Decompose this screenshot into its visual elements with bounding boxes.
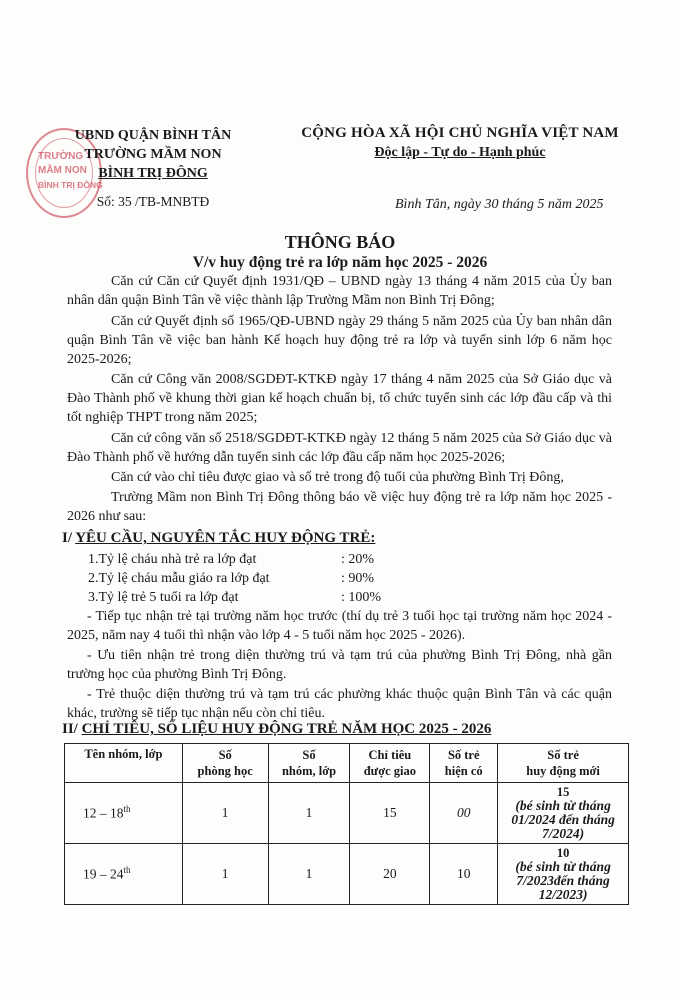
paragraph-text: Căn cứ Căn cứ Quyết định 1931/QĐ – UBND ngày 13 tháng 4 năm 2015 của Ủy ban nhân dân quận Bình Tân về việc thành lập Trường Mầm non Bình Trị Đông;: [67, 274, 612, 308]
table-header-row: [65, 744, 629, 783]
paragraph: [67, 370, 612, 427]
header-text: huy động mới: [526, 764, 600, 778]
document-subject: V/v huy động trẻ ra lớp năm học 2025 - 2026: [192, 254, 488, 271]
cell-rooms: 1: [182, 783, 268, 844]
cell-new-note: (bé sinh từ tháng 7/2023đến tháng 12/2023): [515, 859, 611, 902]
paragraph: [67, 312, 612, 369]
country-name: CỘNG HÒA XÃ HỘI CHỦ NGHĨA VIỆT NAM: [301, 125, 619, 141]
bullet-item: [67, 646, 612, 684]
paragraph: [67, 272, 612, 310]
bullet-item: [67, 685, 612, 723]
paragraph-text: Căn cứ Công văn 2008/SGDĐT-KTKĐ ngày 17 tháng 4 năm 2025 của Sở Giáo dục và Đào Thành phố về khung thời gian kế hoạch chuẩn bị, tổ chức tuyển sinh các lớp đầu cấp và thi tốt nghiệp THPT trong năm 2025;: [67, 372, 612, 425]
cell-current: 10: [430, 844, 498, 905]
cell-rooms: 1: [182, 844, 268, 905]
cell-quota: 20: [350, 844, 430, 905]
enrollment-quota-table: [64, 743, 629, 905]
bullet-text: - Tiếp tục nhận trẻ tại trường năm học trước (thí dụ trẻ 3 tuổi học tại trường năm học 2024 - 2025, năm nay 4 tuổi thì nhận vào lớp 4 - 5 tuổi năm học 2025 - 2026).: [67, 609, 612, 643]
header-rooms: [182, 744, 268, 783]
header-new: [498, 744, 629, 783]
paragraph: [67, 488, 612, 526]
paragraph: [67, 429, 612, 467]
header-current: [430, 744, 498, 783]
stamp-line: TRƯỜNG: [38, 151, 84, 162]
document-number: Số: 35 /TB-MNBTĐ: [96, 194, 210, 209]
cell-text: 19 – 24: [83, 866, 124, 882]
header-text: hiện có: [444, 764, 483, 778]
issue-date: Bình Tân, ngày 30 tháng 5 năm 2025: [395, 197, 604, 212]
issuer-school-line1: TRƯỜNG MẦM NON: [84, 147, 222, 162]
paragraph-text: Căn cứ vào chỉ tiêu được giao và số trẻ trong độ tuổi của phường Bình Trị Đông,: [111, 470, 564, 485]
cell-group: [65, 844, 183, 905]
cell-group: [65, 783, 183, 844]
header-text: phòng học: [197, 764, 253, 778]
cell-new: [498, 844, 629, 905]
rate-value: : 20%: [341, 552, 375, 567]
cell-classes: 1: [268, 844, 350, 905]
paragraph-text: Trường Mầm non Bình Trị Đông thông báo về việc huy động trẻ ra lớp năm học 2025 - 2026 như sau:: [67, 490, 612, 524]
section-heading-2: [62, 721, 491, 738]
header-group-name: [65, 744, 183, 783]
cell-classes: 1: [268, 783, 350, 844]
bullet-text: - Ưu tiên nhận trẻ trong diện thường trú và tạm trú của phường Bình Trị Đông, nhà gần trường học của phường Bình Trị Đông.: [67, 648, 612, 682]
section-title: CHỈ TIÊU, SỐ LIỆU HUY ĐỘNG TRẺ NĂM HỌC 2025 - 2026: [81, 721, 492, 737]
header-text: Số trẻ: [547, 748, 579, 762]
paragraph-text: Căn cứ công văn số 2518/SGDĐT-KTKĐ ngày 12 tháng 5 năm 2025 của Sở Giáo dục và Đào Thành phố về hướng dẫn tuyển sinh các lớp đầu cấp năm học 2025-2026;: [67, 431, 612, 465]
header-classes: [268, 744, 350, 783]
section-number: I/: [62, 530, 76, 546]
bullet-text: - Trẻ thuộc diện thường trú và tạm trú các phường khác thuộc quận Bình Tân và các quận khác, trường sẽ tiếp tục nhận nếu còn chỉ tiêu.: [67, 687, 612, 721]
rate-label: 2.Tỷ lệ cháu mẫu giáo ra lớp đạt: [88, 571, 270, 586]
header-text: Số trẻ: [447, 748, 480, 762]
rate-value: : 100%: [341, 590, 382, 605]
cell-text: 12 – 18: [83, 805, 124, 821]
cell-new: [498, 783, 629, 844]
cell-new-note: (bé sinh từ tháng 01/2024 đến tháng 7/2024): [511, 798, 615, 841]
cell-sup: th: [123, 865, 131, 876]
issuer-school-line2: BÌNH TRỊ ĐÔNG: [98, 166, 208, 181]
paragraph-text: Căn cứ Quyết định số 1965/QĐ-UBND ngày 29 tháng 5 năm 2025 của Ủy ban nhân dân quận Bình Tân về việc ban hành Kế hoạch huy động trẻ ra lớp và tuyển sinh lớp 6 năm học 2025-2026;: [67, 314, 612, 367]
header-text: nhóm, lớp: [281, 764, 337, 778]
section-heading-1: [62, 530, 375, 547]
header-text: Tên nhóm, lớp: [84, 747, 163, 761]
rate-value: : 90%: [341, 571, 375, 586]
rate-label: 3.Tỷ lệ trẻ 5 tuổi ra lớp đạt: [88, 590, 239, 605]
paragraph: [67, 468, 612, 487]
issuer-block: [48, 126, 258, 211]
header-text: Số: [218, 748, 232, 762]
header-text: được giao: [363, 764, 417, 778]
rate-label: 1.Tỷ lệ cháu nhà trẻ ra lớp đạt: [88, 552, 257, 567]
table-row: [65, 783, 629, 844]
cell-new-count: 10: [556, 846, 570, 860]
cell-new-count: 15: [556, 785, 570, 799]
table-row: [65, 844, 629, 905]
stamp-line: MẦM NON: [38, 165, 87, 176]
header-text: Số: [302, 748, 316, 762]
cell-current: 00: [430, 783, 498, 844]
header-quota: [350, 744, 430, 783]
national-motto: Độc lập - Tự do - Hạnh phúc: [374, 145, 546, 160]
document-title: THÔNG BÁO: [284, 232, 396, 252]
bullet-item: [67, 607, 612, 645]
stamp-line: BÌNH TRỊ ĐÔNG: [38, 180, 103, 190]
national-header: [295, 122, 625, 162]
cell-quota: 15: [350, 783, 430, 844]
section-number: II/: [62, 721, 82, 737]
issuer-district: UBND QUẬN BÌNH TÂN: [74, 128, 232, 143]
header-text: Chỉ tiêu: [368, 748, 412, 762]
section-title: YÊU CẦU, NGUYÊN TẮC HUY ĐỘNG TRẺ:: [75, 530, 376, 546]
cell-sup: th: [123, 804, 131, 815]
